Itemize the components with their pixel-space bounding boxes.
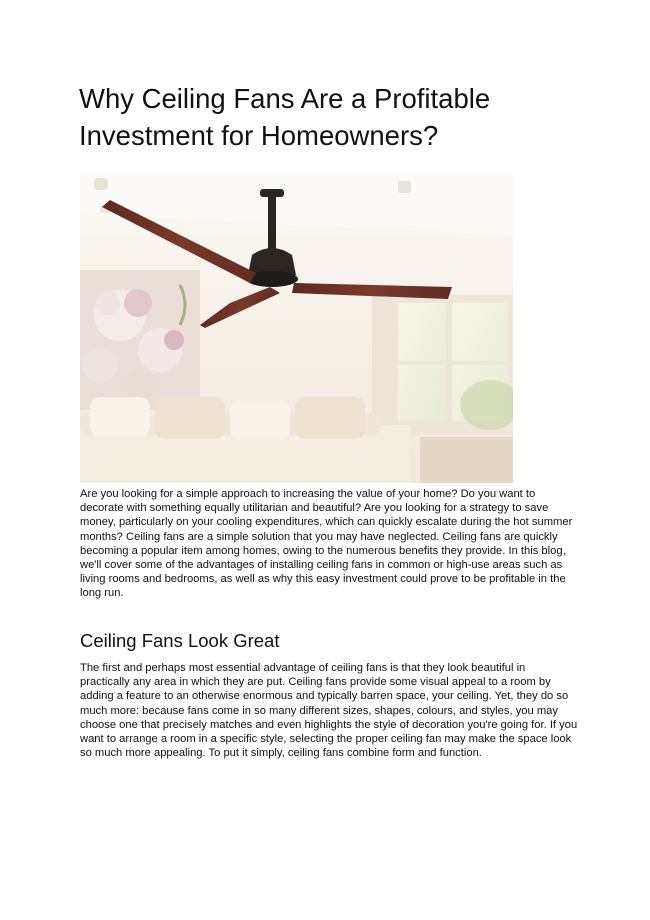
ceiling-fan-living-room-photo-icon [80, 175, 513, 483]
section-paragraph: The first and perhaps most essential advantage of ceiling fans is that they look beautiful in practically any area in which they are put. Ceiling fans provide some visual appeal to a room by adding a feature to an otherwise enormous and typically barren space, your ceiling. Yet, they do so much more: because fans come in so many different sizes, shapes, colours, and styles, you may choose one that precisely matches and even highlights the style of decoration you're going for. If you want to arrange a room in a specific style, selecting the proper ceiling fan may make the space look so much more appealing. To put it simply, ceiling fans combine form and function. [80, 662, 578, 760]
article-title: Why Ceiling Fans Are a Profitable Investment for Homeowners? [79, 83, 491, 151]
section-heading: Ceiling Fans Look Great [80, 630, 280, 651]
intro-paragraph: Are you looking for a simple approach to increasing the value of your home? Do you want to decorate with something equally utilitarian and beautiful? Are you looking for a strategy to save money, particularly on your cooling expenditures, which can quickly escalate during the hot summer months? Ceiling fans are a simple solution that you may have neglected. Ceiling fans are quickly becoming a popular item among homes, owing to the numerous benefits they provide. In this blog, we'll cover some of the advantages of installing ceiling fans in common or high-use areas such as living rooms and bedrooms, as well as why this easy investment could prove to be profitable in the long run. [80, 488, 573, 600]
hero-image [80, 175, 513, 483]
